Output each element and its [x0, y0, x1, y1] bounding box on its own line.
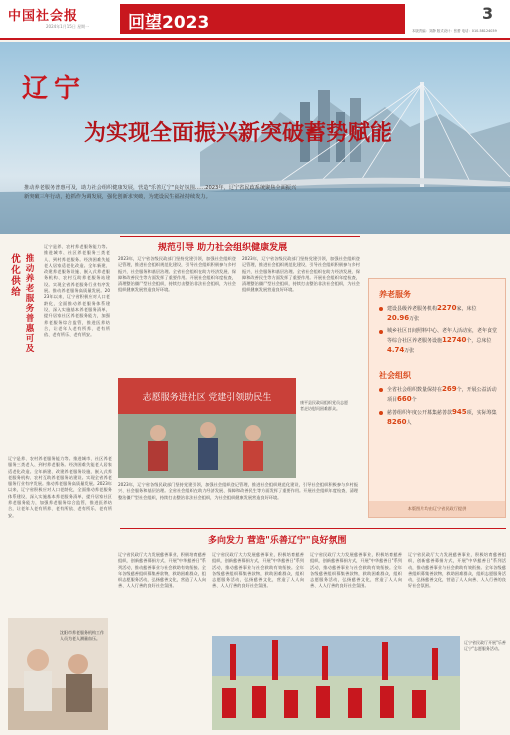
panel-title-social-orgs: 社会组织 — [379, 371, 411, 380]
volunteer-group-photo — [212, 636, 460, 730]
middle-section-title: 规范引导 助力社会组织健康发展 — [158, 243, 288, 253]
stats-panel — [368, 278, 506, 518]
middle-text-bottom: 2023年，辽宁省各级民政部门坚持党建引领，加强社会组织登记管理，推进社会组织规范化建设，引导社会组织积极参与乡村振兴、社会服务和基层治理。全省社会组织在助力经济发展、保障和改善民生等方面发挥了重要作用。开展社会组织年度检查，清理整治僵尸型社会组织，持续打击整治非法社会组织，为社会组织健康发展营造良好环境。 — [118, 482, 358, 500]
bottom-text-col-4: 辽宁省民政厅大力发展慈善事业，积极培育慈善组织，创新慈善募捐方式，开展"中华慈善日"系列活动，推动慈善事业与社会救助有效衔接。全年各级慈善组织募集善款物，救助困难群众，组织志愿服务活动，弘扬慈善文化，营造了人人向善、人人行善的良好社会氛围。 — [408, 552, 506, 589]
stat-row: 慈善组织年度公开募集慈善款945项，实际筹集8260人 — [379, 408, 497, 428]
panel-footer: 本版图片均由辽宁省民政厅提供 — [369, 501, 505, 517]
bottom-right-caption: 辽宁省民政厅开展"乐善辽宁"志愿服务活动。 — [464, 640, 506, 651]
page-number: 3 — [482, 4, 494, 23]
stat-row: 全省社会组织数量保持在269个，开展公益活动项目660个 — [379, 385, 497, 405]
section-divider — [120, 528, 506, 529]
middle-text-col-2: 2023年，辽宁省各级民政部门坚持党建引领，加强社会组织登记管理，推进社会组织规范化建设，引导社会组织积极参与乡村振兴、社会服务和基层治理。全省社会组织在助力经济发展、保障和改善民生等方面发挥了重要作用。开展社会组织年度检查，清理整治僵尸型社会组织，持续打击整治非法社会组织，为社会组织健康发展营造良好环境。 — [242, 256, 360, 293]
newspaper-logo: 中国社会报 — [8, 9, 79, 24]
vertical-heading-1: 优化供给 — [11, 254, 21, 298]
bullet-icon — [379, 330, 383, 334]
bullet-icon — [379, 411, 383, 415]
stat-row: 建设县级养老服务机构2270家，床位20.96万张 — [379, 304, 497, 324]
lead-line: 新突破三年行动，抢抓作为调发展，强化创新求突破，为建设民生福祉持续发力。 — [24, 194, 211, 200]
stat-row: 城乡社区日间照料中心、老年人活动室，老年食堂等综合社区养老服务设施12740个，总床位4.74万张 — [379, 327, 497, 356]
banner-title: 回望2023 — [128, 13, 210, 33]
bottom-text-col-3: 辽宁省民政厅大力发展慈善事业，积极培育慈善组织，创新慈善募捐方式，开展"中华慈善日"系列活动，推动慈善事业与社会救助有效衔接。全年各级慈善组织募集善款物，救助困难群众，组织志愿服务活动，弘扬慈善文化，营造了人人向善、人人行善的良好社会氛围。 — [310, 552, 402, 589]
lead-line: 推动养老服务普惠可及，助力社会组织健康发展，营造"乐善辽宁"良好氛围……2023年，辽宁省民政系统聚焦全面振兴 — [24, 185, 297, 191]
bottom-section-title: 多向发力 营造"乐善辽宁"良好氛围 — [208, 536, 347, 546]
bottom-text-col-1: 辽宁省民政厅大力发展慈善事业，积极培育慈善组织，创新慈善募捐方式，开展"中华慈善日"系列活动，推动慈善事业与社会救助有效衔接。全年各级慈善组织募集善款物，救助困难群众，组织志愿服务活动，弘扬慈善文化，营造了人人向善、人人行善的良好社会氛围。 — [118, 552, 206, 589]
middle-photo-caption: 康平县民政局组织党员志愿者走访慰问困难群众。 — [300, 400, 348, 411]
bullet-icon — [379, 307, 383, 311]
left-column-text: 辽宁是养、农村养老服务能力等。推进城市、社区养老服务三类老人、到村养老服务。经济困难失能老人居家适老化改造。全年新建、改建养老服务设施、嵌入式养老服务机构、农村互助养老服务站建设。实现全省养老服务行业有序发展。推动养老服务高质量发展。2023年以来，辽宁省积极应对人口老龄化，全面推动养老服务体系建设，深入实施基本养老服务清单，提升居家社区养老服务能力，加强养老服务综合监管，推进医养结合，让老年人老有所养、老有所依、老有所乐、老有所安。 — [44, 244, 110, 338]
volunteer-photo — [118, 378, 296, 478]
section-banner — [120, 4, 405, 34]
editor-meta: 本版责编：刘静 版式设计：张蕾 电话：010-58124039 — [412, 29, 497, 33]
masthead — [0, 0, 510, 40]
vertical-heading-2: 推动养老服务普惠可及 — [25, 254, 35, 354]
bottom-left-caption: 沈阳市养老服务机构工作人员为老人测量血压。 — [60, 630, 104, 641]
middle-text-col-1: 2023年，辽宁省各级民政部门坚持党建引领，加强社会组织登记管理，推进社会组织规范化建设，引导社会组织积极参与乡村振兴、社会服务和基层治理。全省社会组织在助力经济发展、保障和改善民生等方面发挥了重要作用。开展社会组织年度检查，清理整治僵尸型社会组织，持续打击整治非法社会组织，为社会组织健康发展营造良好环境。 — [118, 256, 236, 293]
main-headline: 为实现全面振兴新突破蓄势赋能 — [84, 120, 393, 146]
lead-paragraph — [24, 184, 324, 202]
photo-banner-text: 志愿服务进社区 党建引领助民生 — [142, 393, 272, 403]
bullet-icon — [379, 388, 383, 392]
left-column-text-continued: 辽宁是养、农村养老服务能力等。推进城市、社区养老服务三类老人、到村养老服务。经济困难失能老人居家适老化改造。全年新建、改建养老服务设施、嵌入式养老服务机构、农村互助养老服务站建设。实现全省养老服务行业有序发展。推动养老服务高质量发展。2023年以来，辽宁省积极应对人口老龄化，全面推动养老服务体系建设，深入实施基本养老服务清单，提升居家社区养老服务能力，加强养老服务综合监管，推进医养结合，让老年人老有所养、老有所依、老有所乐、老有所安。 — [8, 456, 112, 518]
region-title: 辽宁 — [22, 74, 87, 104]
hero-image — [0, 42, 510, 234]
panel-title-elderly-care: 养老服务 — [379, 290, 411, 299]
issue-date: 2024年1月15日 星期一 — [46, 24, 90, 29]
section-divider — [120, 236, 360, 237]
bottom-text-col-2: 辽宁省民政厅大力发展慈善事业，积极培育慈善组织，创新慈善募捐方式，开展"中华慈善日"系列活动，推动慈善事业与社会救助有效衔接。全年各级慈善组织募集善款物，救助困难群众，组织志愿服务活动，弘扬慈善文化，营造了人人向善、人人行善的良好社会氛围。 — [212, 552, 304, 589]
